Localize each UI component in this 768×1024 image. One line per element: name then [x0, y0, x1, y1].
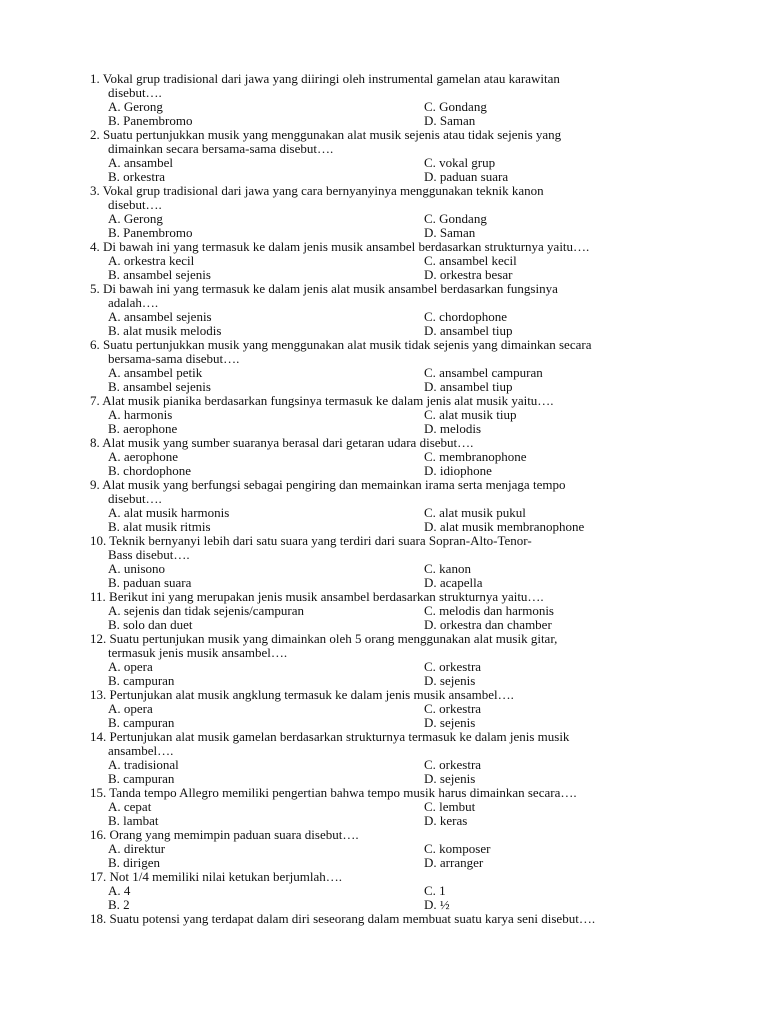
answer-option: B. aerophone	[108, 421, 178, 436]
answer-options	[90, 800, 690, 828]
question-text: 11. Berikut ini yang merupakan jenis musik ansambel berdasarkan strukturnya yaitu….	[90, 589, 544, 604]
question-text: 16. Orang yang memimpin paduan suara disebut….	[90, 827, 359, 842]
answer-option: C. ansambel campuran	[424, 365, 543, 380]
question-text: 12. Suatu pertunjukan musik yang dimainkan oleh 5 orang menggunakan alat musik gitar,	[90, 631, 558, 646]
answer-option: A. sejenis dan tidak sejenis/campuran	[108, 603, 305, 618]
answer-option: B. campuran	[108, 771, 175, 786]
question-text-continuation: adalah….	[108, 295, 159, 310]
answer-option: C. lembut	[424, 799, 476, 814]
answer-options	[90, 702, 690, 730]
answer-option: C. orkestra	[424, 659, 482, 674]
answer-option: D. alat musik membranophone	[424, 519, 585, 534]
answer-options	[90, 100, 690, 128]
question-text: 17. Not 1/4 memiliki nilai ketukan berjumlah….	[90, 869, 343, 884]
answer-option: A. ansambel sejenis	[108, 309, 212, 324]
answer-options	[90, 884, 690, 912]
question-item	[90, 688, 690, 730]
answer-option: A. orkestra kecil	[108, 253, 195, 268]
answer-option: B. paduan suara	[108, 575, 192, 590]
question-text-continuation: Bass disebut….	[108, 547, 190, 562]
question-text: 3. Vokal grup tradisional dari jawa yang cara bernyanyinya menggunakan teknik kanon	[90, 183, 544, 198]
answer-option: C. melodis dan harmonis	[424, 603, 554, 618]
answer-option: D. Saman	[424, 225, 476, 240]
question-text: 2. Suatu pertunjukkan musik yang menggunakan alat musik sejenis atau tidak sejenis yang	[90, 127, 562, 142]
answer-options	[90, 660, 690, 688]
answer-option: A. cepat	[108, 799, 152, 814]
answer-options	[90, 562, 690, 590]
answer-option: D. idiophone	[424, 463, 492, 478]
answer-option: C. Gondang	[424, 211, 487, 226]
answer-option: A. unisono	[108, 561, 166, 576]
answer-option: B. chordophone	[108, 463, 192, 478]
question-text: 10. Teknik bernyanyi lebih dari satu suara yang terdiri dari suara Sopran-Alto-Tenor-	[90, 533, 532, 548]
answer-option: D. orkestra dan chamber	[424, 617, 552, 632]
question-text-continuation: termasuk jenis musik ansambel….	[108, 645, 288, 660]
question-item	[90, 338, 690, 394]
question-text-continuation: ansambel….	[108, 743, 174, 758]
question-text-continuation: bersama-sama disebut….	[108, 351, 240, 366]
answer-option: D. acapella	[424, 575, 483, 590]
answer-options	[90, 366, 690, 394]
question-item	[90, 282, 690, 338]
question-item	[90, 828, 690, 870]
question-text-continuation: disebut….	[108, 85, 162, 100]
question-item	[90, 786, 690, 828]
answer-option: A. ansambel petik	[108, 365, 203, 380]
answer-option: A. direktur	[108, 841, 166, 856]
answer-option: B. Panembromo	[108, 113, 193, 128]
question-item	[90, 632, 690, 688]
answer-options	[90, 842, 690, 870]
answer-option: C. orkestra	[424, 701, 482, 716]
question-item	[90, 590, 690, 632]
answer-option: B. Panembromo	[108, 225, 193, 240]
answer-option: A. Gerong	[108, 211, 163, 226]
question-text: 6. Suatu pertunjukkan musik yang menggunakan alat musik tidak sejenis yang dimainkan secara	[90, 337, 592, 352]
answer-option: A. aerophone	[108, 449, 179, 464]
answer-option: B. ansambel sejenis	[108, 379, 211, 394]
question-item	[90, 240, 690, 282]
answer-option: B. dirigen	[108, 855, 160, 870]
question-item	[90, 436, 690, 478]
answer-option: D. arranger	[424, 855, 484, 870]
answer-option: A. ansambel	[108, 155, 173, 170]
question-text: 18. Suatu potensi yang terdapat dalam diri seseorang dalam membuat suatu karya seni disebut….	[90, 911, 596, 926]
answer-options	[90, 758, 690, 786]
answer-option: C. Gondang	[424, 99, 487, 114]
answer-option: B. 2	[108, 897, 130, 912]
question-text: 1. Vokal grup tradisional dari jawa yang diiringi oleh instrumental gamelan atau karawitan	[90, 71, 560, 86]
question-text-continuation: dimainkan secara bersama-sama disebut….	[108, 141, 334, 156]
question-text-continuation: disebut….	[108, 491, 162, 506]
answer-option: C. alat musik tiup	[424, 407, 517, 422]
question-item	[90, 870, 690, 912]
question-text: 5. Di bawah ini yang termasuk ke dalam jenis alat musik ansambel berdasarkan fungsinya	[90, 281, 558, 296]
question-item	[90, 128, 690, 184]
answer-option: A. opera	[108, 659, 153, 674]
question-text: 9. Alat musik yang berfungsi sebagai pengiring dan memainkan irama serta menjaga tempo	[90, 477, 566, 492]
answer-option: D. ansambel tiup	[424, 323, 513, 338]
answer-option: A. Gerong	[108, 99, 163, 114]
answer-option: B. campuran	[108, 715, 175, 730]
answer-option: A. harmonis	[108, 407, 173, 422]
question-item	[90, 912, 690, 926]
answer-option: B. ansambel sejenis	[108, 267, 211, 282]
answer-option: B. orkestra	[108, 169, 166, 184]
answer-option: C. 1	[424, 883, 446, 898]
answer-option: D. keras	[424, 813, 468, 828]
answer-options	[90, 408, 690, 436]
answer-option: C. vokal grup	[424, 155, 496, 170]
answer-option: A. 4	[108, 883, 131, 898]
answer-option: D. sejenis	[424, 771, 476, 786]
answer-option: C. orkestra	[424, 757, 482, 772]
answer-option: A. opera	[108, 701, 153, 716]
answer-options	[90, 450, 690, 478]
answer-option: C. chordophone	[424, 309, 508, 324]
question-text: 7. Alat musik pianika berdasarkan fungsinya termasuk ke dalam jenis alat musik yaitu….	[90, 393, 554, 408]
answer-option: D. paduan suara	[424, 169, 509, 184]
answer-option: B. alat musik ritmis	[108, 519, 211, 534]
answer-option: D. ½	[424, 897, 450, 912]
answer-option: C. membranophone	[424, 449, 527, 464]
question-item	[90, 184, 690, 240]
question-text: 8. Alat musik yang sumber suaranya berasal dari getaran udara disebut….	[90, 435, 474, 450]
question-item	[90, 394, 690, 436]
answer-options	[90, 212, 690, 240]
answer-options	[90, 506, 690, 534]
answer-option: D. Saman	[424, 113, 476, 128]
answer-option: A. tradisional	[108, 757, 179, 772]
answer-option: D. melodis	[424, 421, 482, 436]
answer-option: C. ansambel kecil	[424, 253, 517, 268]
answer-options	[90, 310, 690, 338]
question-text: 15. Tanda tempo Allegro memiliki pengertian bahwa tempo musik harus dimainkan secara….	[90, 785, 577, 800]
answer-option: D. sejenis	[424, 715, 476, 730]
answer-options	[90, 254, 690, 282]
question-item	[90, 534, 690, 590]
answer-options	[90, 604, 690, 632]
answer-option: A. alat musik harmonis	[108, 505, 230, 520]
answer-option: D. sejenis	[424, 673, 476, 688]
question-text: 14. Pertunjukan alat musik gamelan berdasarkan strukturnya termasuk ke dalam jenis musik	[90, 729, 570, 744]
answer-option: B. alat musik melodis	[108, 323, 222, 338]
question-list	[90, 72, 690, 926]
question-item	[90, 730, 690, 786]
answer-option: C. komposer	[424, 841, 491, 856]
answer-option: B. lambat	[108, 813, 159, 828]
question-text-continuation: disebut….	[108, 197, 162, 212]
answer-option: D. orkestra besar	[424, 267, 513, 282]
question-text: 4. Di bawah ini yang termasuk ke dalam jenis musik ansambel berdasarkan strukturnya yaitu….	[90, 239, 590, 254]
answer-option: D. ansambel tiup	[424, 379, 513, 394]
question-item	[90, 478, 690, 534]
answer-option: C. alat musik pukul	[424, 505, 526, 520]
answer-option: B. solo dan duet	[108, 617, 193, 632]
answer-options	[90, 156, 690, 184]
question-item	[90, 72, 690, 128]
answer-option: B. campuran	[108, 673, 175, 688]
answer-option: C. kanon	[424, 561, 471, 576]
question-text: 13. Pertunjukan alat musik angklung termasuk ke dalam jenis musik ansambel….	[90, 687, 514, 702]
